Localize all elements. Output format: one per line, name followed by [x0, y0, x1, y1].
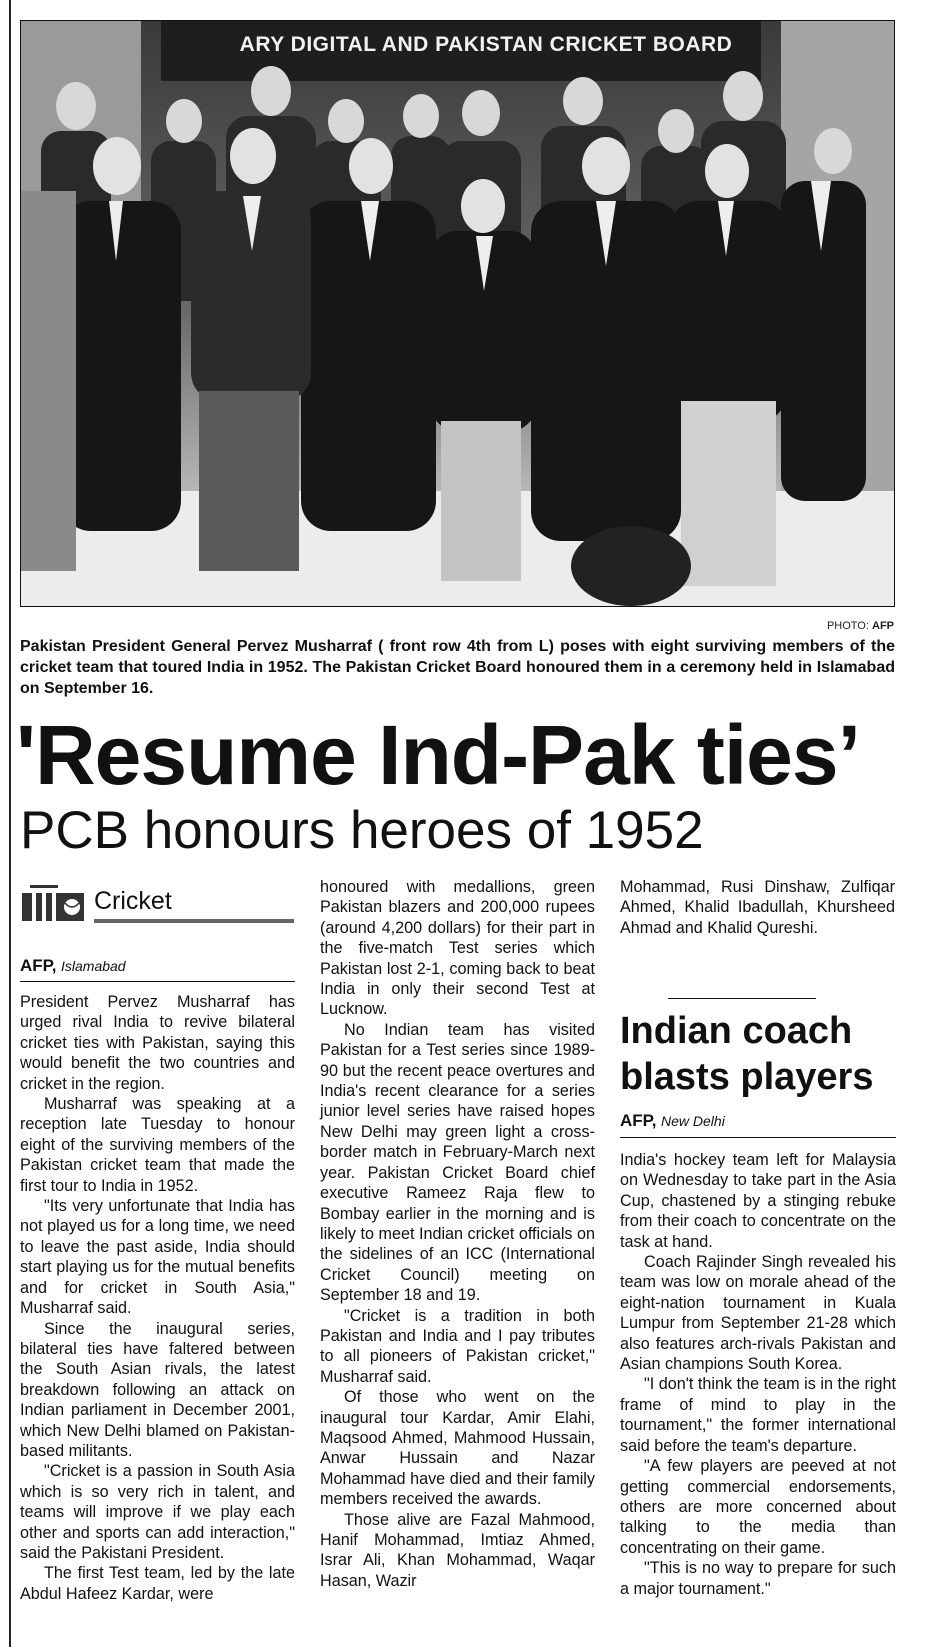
group-photo-image — [21, 21, 894, 606]
article-divider — [668, 998, 816, 999]
photo-credit-source: AFP — [872, 620, 894, 632]
byline-rule — [620, 1137, 896, 1138]
byline-article2 — [620, 1111, 725, 1131]
paragraph: "A few players are peeved at not getting commercial endorsements, others are more concerned about talking to the media than concentrating on their game. — [620, 1457, 896, 1557]
article1-column3 — [620, 877, 895, 938]
paragraph: India's hockey team left for Malaysia on Wednesday to take part in the Asia Cup, chastened by a stinging rebuke from their coach to concentrate on the task at hand. — [620, 1151, 896, 1251]
paragraph: "I don't think the team is in the right frame of mind to play in the tournament," the former international said before the team's departure. — [620, 1375, 896, 1455]
byline-agency: AFP, — [620, 1111, 657, 1130]
byline-dateline: New Delhi — [661, 1113, 725, 1129]
section-logo — [20, 883, 295, 925]
section-label: Cricket — [94, 887, 172, 915]
byline-article1 — [20, 956, 126, 976]
sub-headline: PCB honours heroes of 1952 — [20, 801, 704, 860]
byline-rule — [20, 981, 295, 982]
paragraph: honoured with medallions, green Pakistan blazers and 200,000 rupees (around 4,200 dollars) for their part in the five-match Test series which Pakistan lost 2-1, coming back to beat India in only their second Test at Lucknow. — [320, 878, 595, 1019]
article2-body — [620, 1150, 896, 1599]
photo-banner-text: ARY DIGITAL AND PAKISTAN CRICKET BOARD — [239, 33, 733, 56]
cricket-stumps-icon — [20, 883, 90, 923]
paragraph: "Cricket is a passion in South Asia which is so very rich in talent, and teams will improve if we play each other and sports can add interaction," said the Pakistani President. — [20, 1462, 295, 1562]
paragraph: No Indian team has visited Pakistan for a Test series since 1989-90 but the recent peace overtures and India's recent clearance for a series junior level series have raised hopes New Delhi may green light a cross-border match in February-March next year. Pakistan Cricket Board chief executive Rameez Raja flew to Bombay earlier in the morning and is likely to meet Indian cricket officials on the sidelines of an ICC (International Cricket Council) meeting on September 18 and 19. — [320, 1020, 596, 1305]
byline-dateline: Islamabad — [61, 958, 126, 974]
paragraph: Those alive are Fazal Mahmood, Hanif Mohammad, Imtiaz Ahmed, Israr Ali, Khan Mohammad, Waqar Hasan, Wazir — [320, 1510, 595, 1590]
photo-caption: Pakistan President General Pervez Musharraf ( front row 4th from L) poses with eight surviving members of the cricket team that toured India in 1952. The Pakistan Cricket Board honoured them in a ceremony held in Islamabad on September 16. — [20, 638, 895, 697]
photo-credit — [827, 620, 894, 632]
section-underline — [94, 919, 294, 923]
paragraph: Coach Rajinder Singh revealed his team was low on morale ahead of the eight-nation tournament in Kuala Lumpur from September 21-28 which also features arch-rivals Pakistan and Asian champions South Korea. — [620, 1253, 896, 1374]
paragraph: President Pervez Musharraf has urged rival India to revive bilateral cricket ties with Pakistan, saying this would benefit the two countries and cricket in the region. — [20, 993, 295, 1093]
main-headline: 'Resume Ind-Pak ties’ — [16, 708, 860, 802]
page-left-rule — [9, 0, 11, 1647]
paragraph: Since the inaugural series, bilateral ties have faltered between the South Asian rivals, the latest breakdown following an attack on Indian parliament in December 2001, which New Delhi blamed on Pakistan-based militants. — [20, 1319, 295, 1460]
paragraph: Musharraf was speaking at a reception late Tuesday to honour eight of the surviving members of the Pakistan cricket team that made the first tour to India in 1952. — [20, 1095, 295, 1195]
article1-column1 — [20, 992, 295, 1604]
paragraph: "Its very unfortunate that India has not played us for a long time, we need to leave the past aside, India should start playing us for the mutual benefits and for cricket in South Asia," Musharraf said. — [20, 1197, 295, 1318]
group-photo — [20, 20, 895, 607]
paragraph: Mohammad, Rusi Dinshaw, Zulfiqar Ahmed, Khalid Ibadullah, Khursheed Ahmad and Khalid Qureshi. — [620, 878, 895, 937]
article2-headline: Indian coach blasts players — [620, 1010, 874, 1098]
paragraph: The first Test team, led by the late Abdul Hafeez Kardar, were — [20, 1564, 295, 1603]
photo-credit-label: PHOTO: — [826, 620, 869, 632]
byline-agency: AFP, — [20, 956, 57, 975]
paragraph: "Cricket is a tradition in both Pakistan and India and I pay tributes to all pioneers of Pakistan cricket," Musharraf said. — [320, 1306, 595, 1386]
paragraph: Of those who went on the inaugural tour Kardar, Amir Elahi, Maqsood Ahmed, Mahmood Hussain, Anwar Hussain and Nazar Mohammad have died and their family members received the awards. — [320, 1388, 595, 1509]
paragraph: "This is no way to prepare for such a major tournament." — [620, 1559, 896, 1598]
article1-column2 — [320, 877, 595, 1591]
